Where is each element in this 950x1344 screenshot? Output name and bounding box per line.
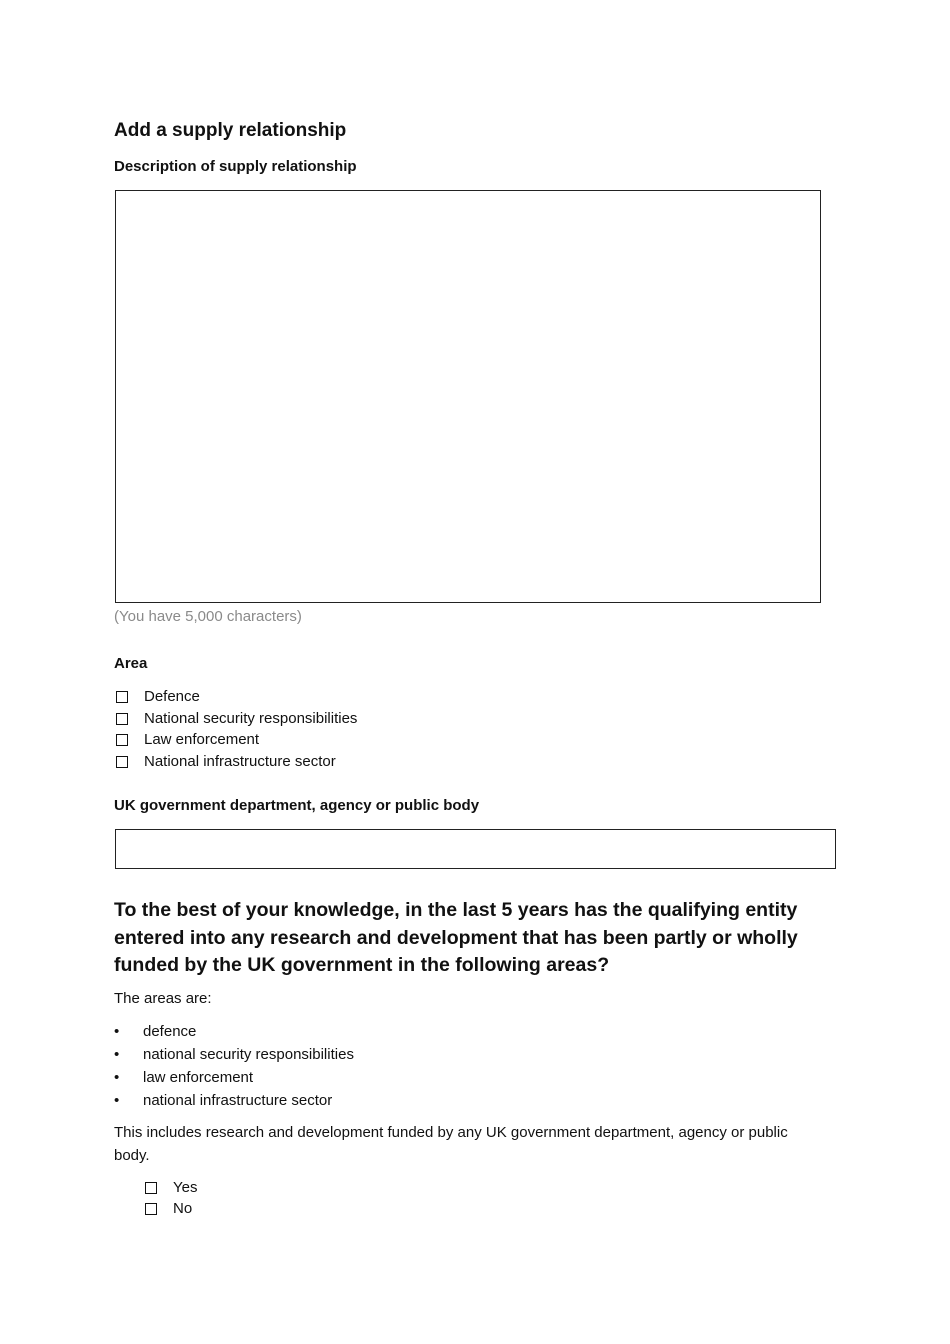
- list-item: • national infrastructure sector: [114, 1092, 333, 1109]
- bullet-icon: •: [114, 1069, 120, 1086]
- description-textarea[interactable]: [115, 190, 821, 603]
- areas-intro: The areas are:: [114, 990, 212, 1007]
- bullet-icon: •: [114, 1023, 120, 1040]
- page-title: Add a supply relationship: [114, 120, 347, 141]
- checkbox[interactable]: [145, 1203, 157, 1215]
- checkbox[interactable]: [116, 756, 128, 768]
- area-option-law-enforcement[interactable]: [116, 731, 259, 748]
- list-item: • law enforcement: [114, 1069, 254, 1086]
- area-label: Area: [114, 655, 148, 672]
- area-option-defence[interactable]: [116, 688, 200, 705]
- list-item: • defence: [114, 1023, 197, 1040]
- area-option-national-infrastructure[interactable]: [116, 753, 336, 770]
- option-label: Law enforcement: [144, 731, 260, 748]
- checkbox[interactable]: [116, 691, 128, 703]
- checkbox[interactable]: [145, 1182, 157, 1194]
- bullet-icon: •: [114, 1046, 120, 1063]
- option-label: No: [173, 1200, 193, 1217]
- option-label: National security responsibilities: [144, 710, 358, 727]
- checkbox[interactable]: [116, 713, 128, 725]
- option-label: National infrastructure sector: [144, 753, 336, 770]
- answer-option-yes[interactable]: [145, 1179, 197, 1196]
- option-label: Yes: [173, 1179, 198, 1196]
- funding-note: This includes research and development funded by any UK government department, agency or public body.: [114, 1124, 788, 1164]
- checkbox[interactable]: [116, 734, 128, 746]
- description-label: Description of supply relationship: [114, 158, 357, 175]
- character-count-hint: (You have 5,000 characters): [114, 608, 302, 625]
- list-item: • national security responsibilities: [114, 1046, 354, 1063]
- option-label: Defence: [144, 688, 200, 705]
- area-option-national-security[interactable]: [116, 710, 357, 727]
- question-heading: To the best of your knowledge, in the last 5 years has the qualifying entity entered into any research and development that has been partly or wholly funded by the UK government in the following areas?: [114, 899, 798, 976]
- bullet-icon: •: [114, 1092, 120, 1109]
- department-input[interactable]: [115, 829, 836, 869]
- department-label: UK government department, agency or public body: [114, 797, 480, 814]
- answer-option-no[interactable]: [145, 1200, 192, 1217]
